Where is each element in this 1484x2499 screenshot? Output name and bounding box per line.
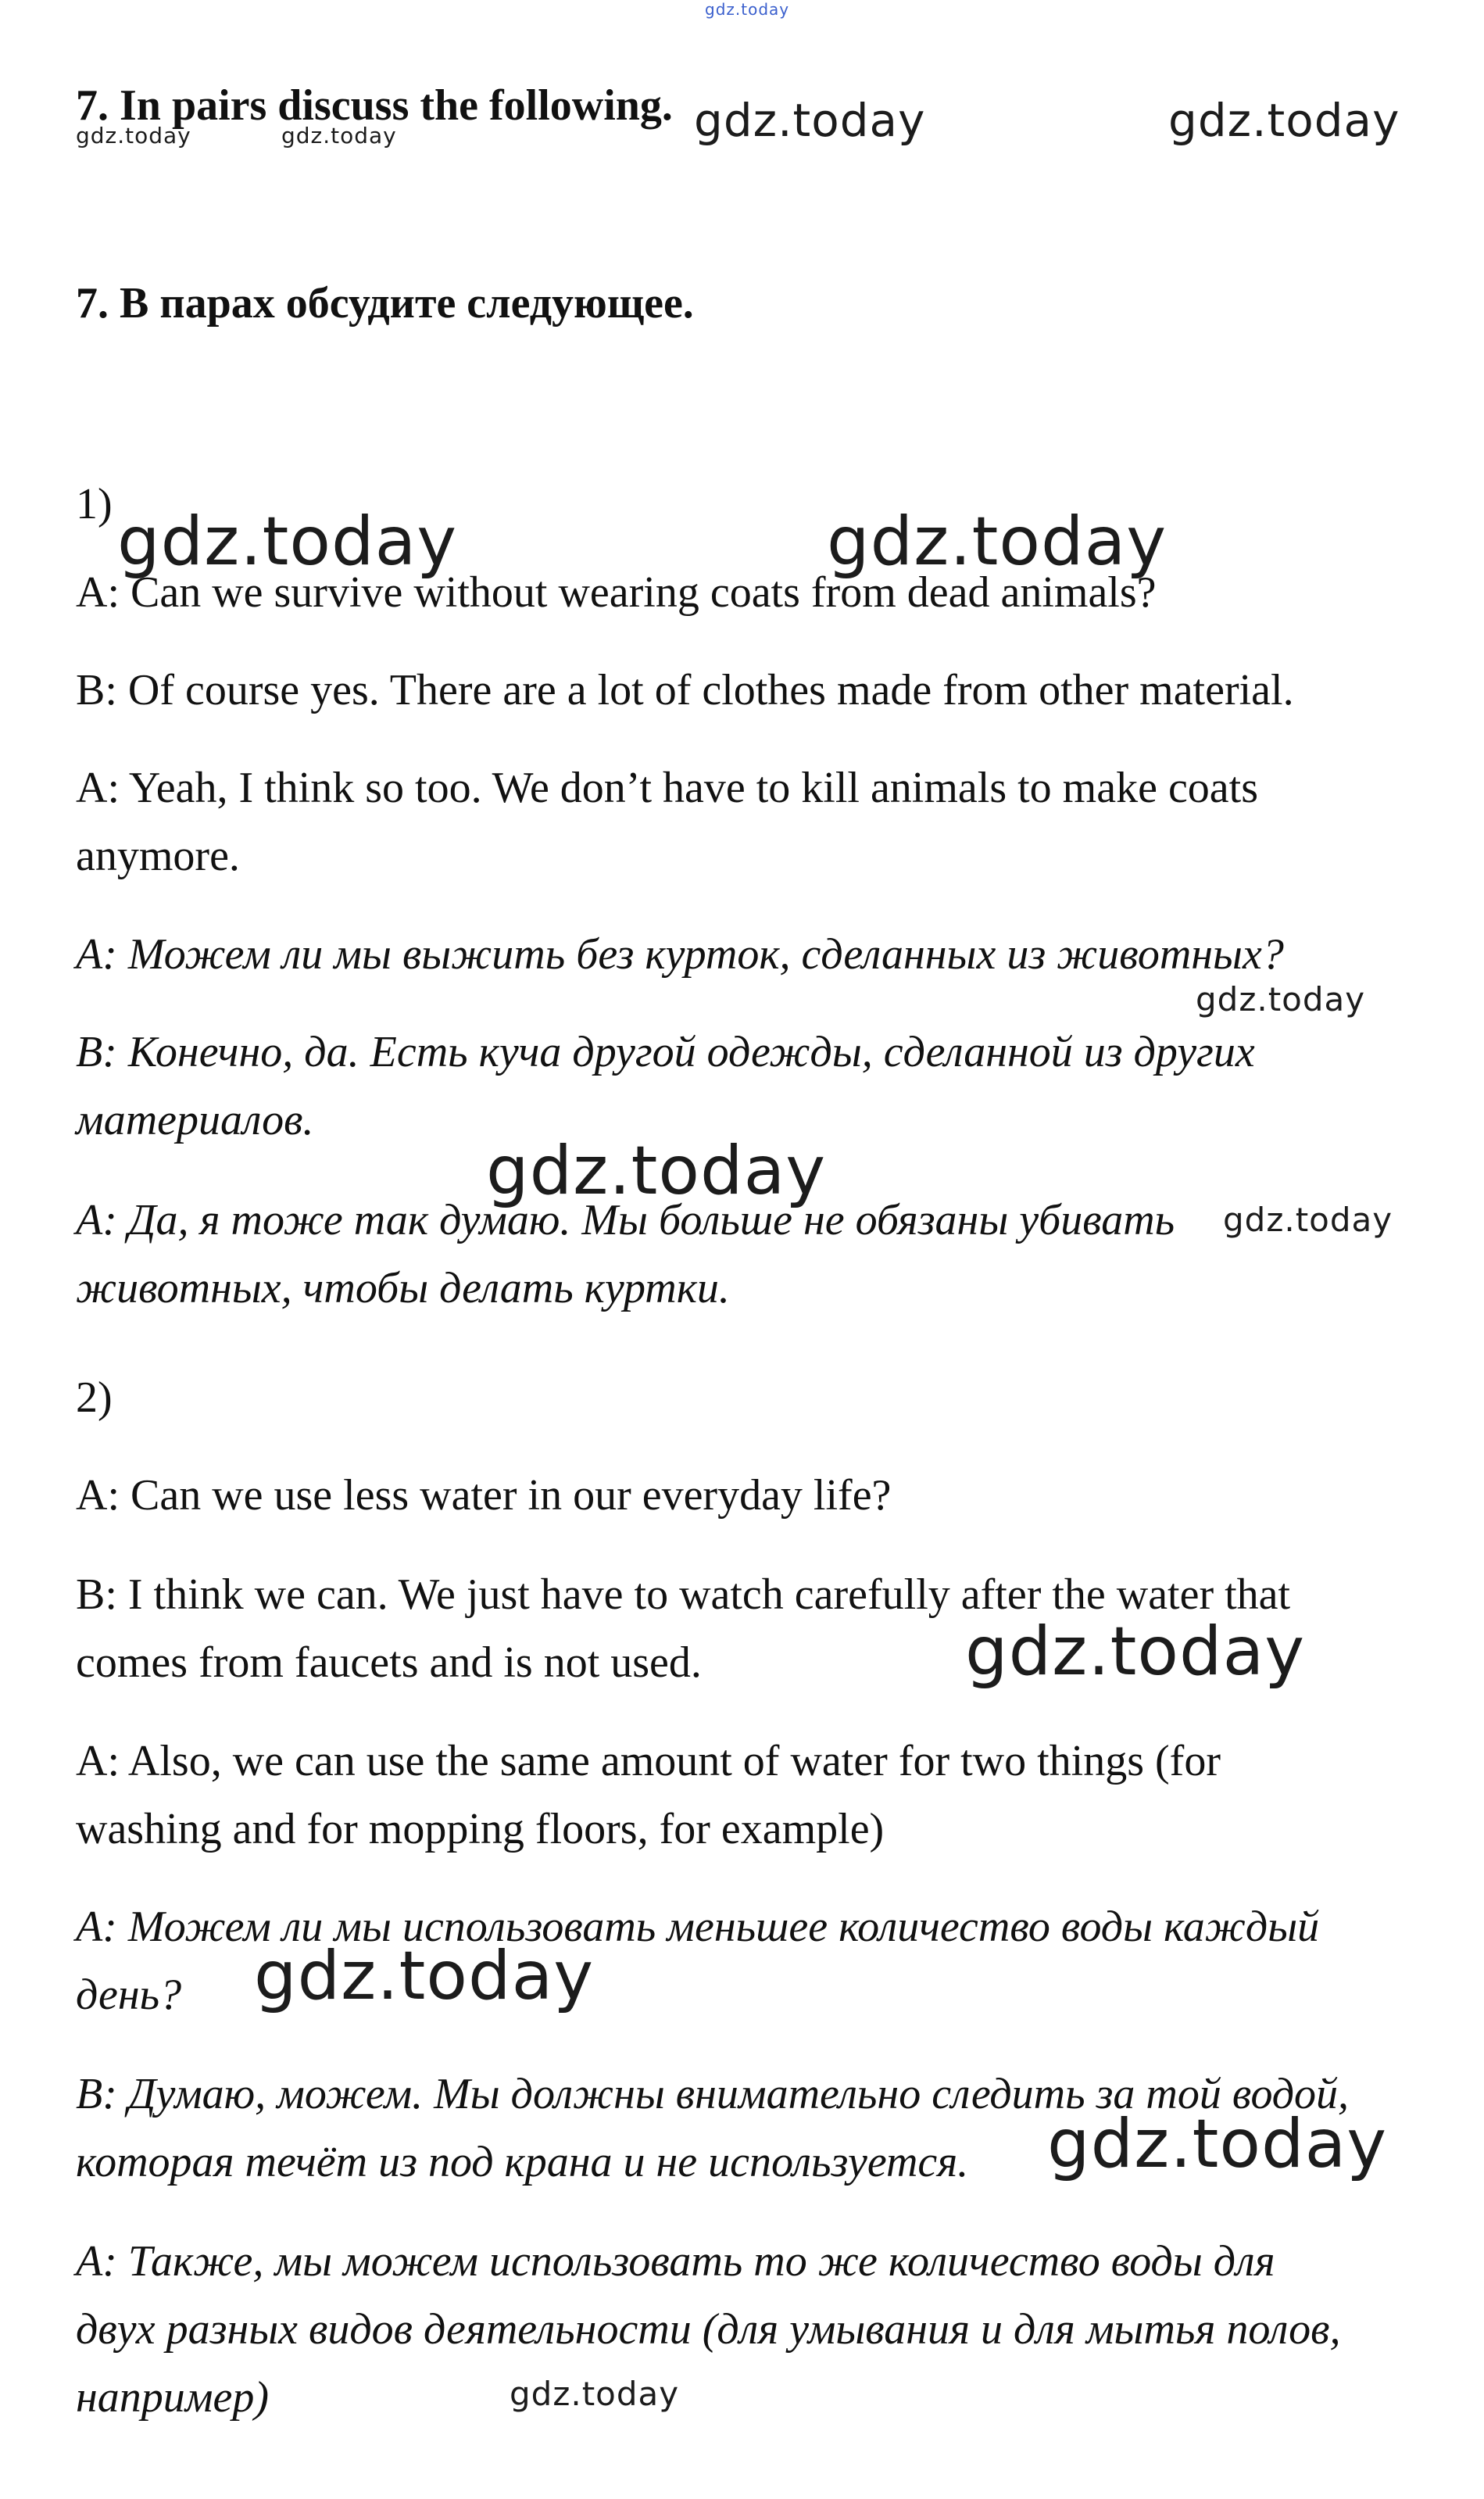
watermark: gdz.today: [510, 2375, 680, 2413]
watermark: gdz.today: [76, 123, 191, 149]
dialogue-2-translation-line: двух разных видов деятельности (для умывания и для мытья полов,: [76, 2305, 1341, 2354]
dialogue-2-translation-line: день?: [76, 1971, 182, 2019]
dialogue-2-translation-line: например): [76, 2373, 270, 2422]
dialogue-1-line: anymore.: [76, 832, 240, 880]
dialogue-2-translation-line: A: Также, мы можем использовать то же количество воды для: [76, 2237, 1275, 2286]
watermark: gdz.today: [486, 1132, 827, 1210]
dialogue-2-line: comes from faucets and is not used.: [76, 1638, 702, 1687]
dialogue-1-translation-line: материалов.: [76, 1096, 314, 1144]
dialogue-1-translation-line: A: Можем ли мы выжить без курток, сделанных из животных?: [76, 930, 1284, 979]
dialogue-2-translation-line: которая течёт из под крана и не используется.: [76, 2138, 969, 2186]
watermark: gdz.today: [117, 503, 458, 581]
dialogue-1-translation-line: A: Да, я тоже так думаю. Мы больше не обязаны убивать: [76, 1196, 1175, 1244]
exercise-heading-english: 7. In pairs discuss the following.: [76, 81, 673, 130]
dialogue-1-line: A: Can we survive without wearing coats from dead animals?: [76, 568, 1157, 617]
watermark: gdz.today: [1168, 94, 1400, 147]
dialogue-1-translation-line: B: Конечно, да. Есть куча другой одежды, сделанной из других: [76, 1028, 1255, 1076]
dialogue-2-translation-line: B: Думаю, можем. Мы должны внимательно следить за той водой,: [76, 2070, 1350, 2118]
dialogue-1-translation-line: животных, чтобы делать куртки.: [76, 1264, 730, 1312]
dialogue-2-line: washing and for mopping floors, for example): [76, 1805, 885, 1853]
watermark: gdz.today: [281, 123, 397, 149]
watermark: gdz.today: [694, 94, 926, 147]
watermark: gdz.today: [827, 503, 1168, 581]
dialogue-2-translation-line: A: Можем ли мы использовать меньшее количество воды каждый: [76, 1903, 1320, 1951]
dialogue-2-number: 2): [76, 1373, 113, 1422]
watermark: gdz.today: [965, 1613, 1306, 1691]
dialogue-2-line: A: Also, we can use the same amount of water for two things (for: [76, 1737, 1221, 1785]
dialogue-2-line: A: Can we use less water in our everyday life?: [76, 1471, 892, 1520]
exercise-heading-russian: 7. В парах обсудите следующее.: [76, 279, 694, 328]
watermark: gdz.today: [1047, 2105, 1388, 2183]
dialogue-1-number: 1): [76, 480, 113, 528]
dialogue-1-line: A: Yeah, I think so too. We don’t have to kill animals to make coats: [76, 764, 1259, 812]
watermark: gdz.today: [705, 0, 790, 19]
dialogue-1-line: B: Of course yes. There are a lot of clothes made from other material.: [76, 666, 1294, 714]
dialogue-2-line: B: I think we can. We just have to watch carefully after the water that: [76, 1570, 1291, 1619]
watermark: gdz.today: [254, 1937, 595, 2015]
watermark: gdz.today: [1223, 1201, 1393, 1239]
watermark: gdz.today: [1196, 980, 1366, 1019]
